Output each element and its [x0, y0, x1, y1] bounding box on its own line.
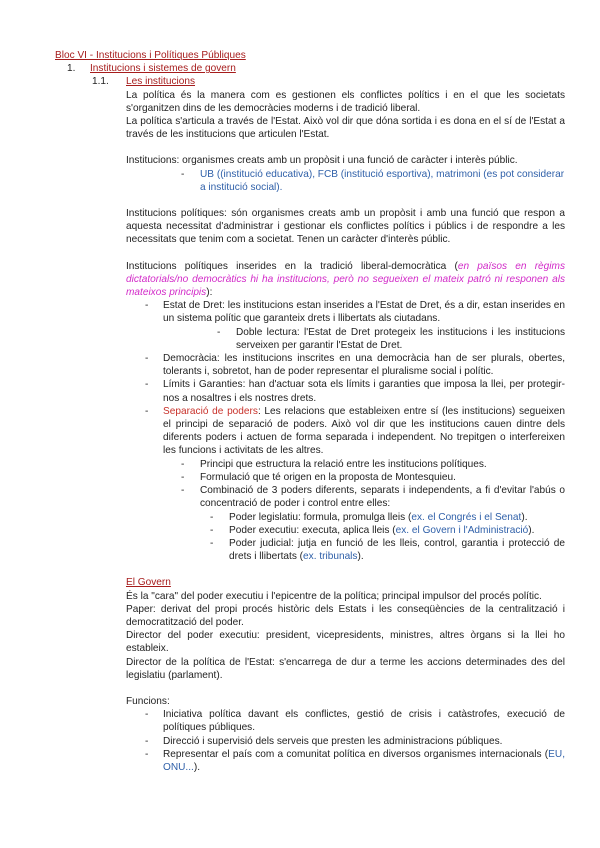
legislatiu-close: ). — [521, 511, 528, 523]
principles-list — [55, 299, 565, 563]
paragraph-politica-1: La política és la manera com es gestionen els conflictes polítics i en el que les societats s'organitzen dins de les democràcies moderns i de tradició liberal. — [126, 89, 565, 114]
executiu-close: ). — [528, 524, 535, 536]
combinacio-text: Combinació de 3 poders diferents, separats i independents, a fi d'evitar l'abús o concentració de poder i control entre elles: — [200, 485, 565, 510]
govern-paragraph-2: Paper: derivat del propi procés històric dels Estats i les conseqüències de la centralització i democratització del poder. — [126, 603, 565, 628]
list-dash: - — [145, 748, 149, 760]
list-dash: - — [210, 524, 214, 536]
list-item-funcio-2 — [55, 735, 565, 748]
list-item-democracia — [55, 352, 565, 378]
separacio-label: Separació de poders — [163, 405, 258, 417]
section-1-title: Institucions i sistemes de govern — [90, 63, 236, 75]
list-dash: - — [181, 471, 185, 483]
list-dash: - — [145, 379, 149, 391]
list-dash: - — [181, 458, 185, 470]
list-item-limits — [55, 378, 565, 404]
list-item-poder-legislatiu — [55, 511, 565, 524]
govern-paragraph-1: És la "cara" del poder executiu i l'epicentre de la política; principal impulsor del procés polític. — [126, 590, 542, 602]
section-1-1-heading — [55, 75, 565, 88]
list-item-formulacio — [55, 471, 565, 484]
funcio-2-text: Direcció i supervisió dels serveis que presten les administracions públiques. — [163, 735, 503, 747]
limits-text: Límits i Garanties: han d'actuar sota els límits i garanties que imposa la llei, per protegir-nos a nosaltres i els nostres drets. — [163, 379, 565, 404]
section-1-heading — [55, 62, 565, 75]
judicial-example: ex. tribunals — [303, 551, 358, 563]
funcio-3-text: Representar el país com a comunitat política en diversos organismes internacionals ( — [163, 748, 549, 760]
paragraph-politica-2: La política s'articula a través de l'Estat. Això vol dir que dóna sortida i es dona en el sí de l'Estat a través de les institucions que articulen l'Estat. — [126, 116, 565, 141]
list-item-separacio — [55, 405, 565, 458]
list-item-doble-lectura — [55, 326, 565, 352]
document-body — [55, 49, 565, 774]
funcio-3-example: EU, ONU... — [163, 748, 565, 773]
list-item-funcio-3 — [55, 748, 565, 774]
list-item-funcio-1 — [55, 708, 565, 734]
govern-paragraph-4: Director de la política de l'Estat: s'encarrega de dur a terme les accions determinades des del legislatiu (parlament). — [126, 656, 565, 681]
funcions-heading: Funcions: — [126, 695, 170, 707]
separacio-text: : Les relacions que estableixen entre sí (les institucions) segueixen el principi de separació de poders. Això vol dir que les institucions cauen dintre dels diferents poders i actuen de forma separada i independent. No trepitgen o interfereixen les funcions i activitats de les altres. — [163, 405, 565, 457]
paragraph-institucions: Institucions: organismes creats amb un propòsit i una funció de caràcter i interès públic. — [126, 155, 518, 167]
section-1-1-title: Les institucions — [126, 76, 196, 88]
institucions-examples: UB ((institució educativa), FCB (institució esportiva), matrimoni (es pot considerar a institució social). — [200, 168, 565, 193]
estat-de-dret-text: Estat de Dret: les institucions estan inserides a l'Estat de Dret, és a dir, estan inserides en un sistema polític que garanteix drets i llibertats als ciutadans. — [163, 300, 565, 325]
list-item-poder-executiu — [55, 524, 565, 537]
liberal-intro: Institucions polítiques inserides en la tradició liberal-democràtica ( — [126, 260, 458, 272]
liberal-note: en països en règims dictatorials/no democràtics hi ha institucions, però no segueixen el mateix patró ni responen als mateixos principis — [126, 260, 565, 299]
govern-title: El Govern — [126, 577, 171, 589]
bloc-heading: Bloc VI - Institucions i Polítiques Públiques — [55, 50, 246, 61]
list-dash: - — [210, 537, 214, 549]
govern-heading — [55, 576, 565, 589]
section-1-1-number: 1.1. — [92, 76, 109, 88]
list-item-poder-judicial — [55, 537, 565, 563]
list-dash: - — [145, 735, 149, 747]
govern-paragraph-3: Director del poder executiu: president, vicepresidents, ministres, altres òrgans si la llei ho estableix. — [126, 630, 565, 655]
legislatiu-example: ex. el Congrés i el Senat — [411, 511, 522, 523]
list-dash: - — [181, 168, 185, 180]
list-item-combinacio — [55, 484, 565, 510]
liberal-close: ): — [206, 287, 213, 299]
list-dash: - — [145, 709, 149, 721]
paragraph-institucions-politiques: Institucions polítiques: són organismes creats amb un propòsit i amb una funció que respon a aquesta necessitat d'administrar i gestionar els conflictes polítics i públics i de respondre a les necessitats que tenim com a societat. Tenen un caràcter d'interès públic. — [126, 208, 565, 246]
legislatiu-text: Poder legislatiu: formula, promulga lleis ( — [229, 511, 412, 523]
funcio-3-close: ). — [193, 761, 201, 773]
formulacio-text: Formulació que té origen en la proposta de Montesquieu. — [200, 471, 456, 483]
list-dash: - — [217, 326, 221, 338]
list-dash: - — [145, 300, 149, 312]
paragraph-tradicio-liberal — [55, 260, 565, 300]
judicial-text: Poder judicial: jutja en funció de les lleis, control, garantia i protecció de drets i llibertats ( — [229, 537, 565, 563]
list-item-principi — [55, 458, 565, 471]
section-1-number: 1. — [67, 63, 76, 75]
doble-lectura-text: Doble lectura: l'Estat de Dret protegeix les institucions i les institucions serveixen per garantir l'Estat de Dret. — [236, 326, 565, 351]
list-dash: - — [181, 485, 185, 497]
funcio-1-text: Iniciativa política davant els conflictes, gestió de crisis i catàstrofes, execució de polítiques públiques. — [163, 709, 565, 734]
judicial-close: ). — [357, 551, 364, 563]
list-item-estat-de-dret — [55, 299, 565, 325]
principi-text: Principi que estructura la relació entre les institucions polítiques. — [200, 458, 487, 470]
executiu-text: Poder executiu: executa, aplica lleis ( — [229, 524, 396, 536]
funcions-list — [55, 708, 565, 774]
list-dash: - — [210, 511, 214, 523]
democracia-text: Democràcia: les institucions inscrites en una democràcia han de ser plurals, obertes, tolerants i, sobretot, han de poder representar el pluralisme social i polític. — [163, 353, 565, 378]
executiu-example: ex. el Govern i l'Administració — [395, 524, 529, 536]
list-dash: - — [145, 405, 149, 417]
list-dash: - — [145, 353, 149, 365]
institucions-examples-list — [55, 168, 565, 194]
list-item — [55, 168, 565, 194]
